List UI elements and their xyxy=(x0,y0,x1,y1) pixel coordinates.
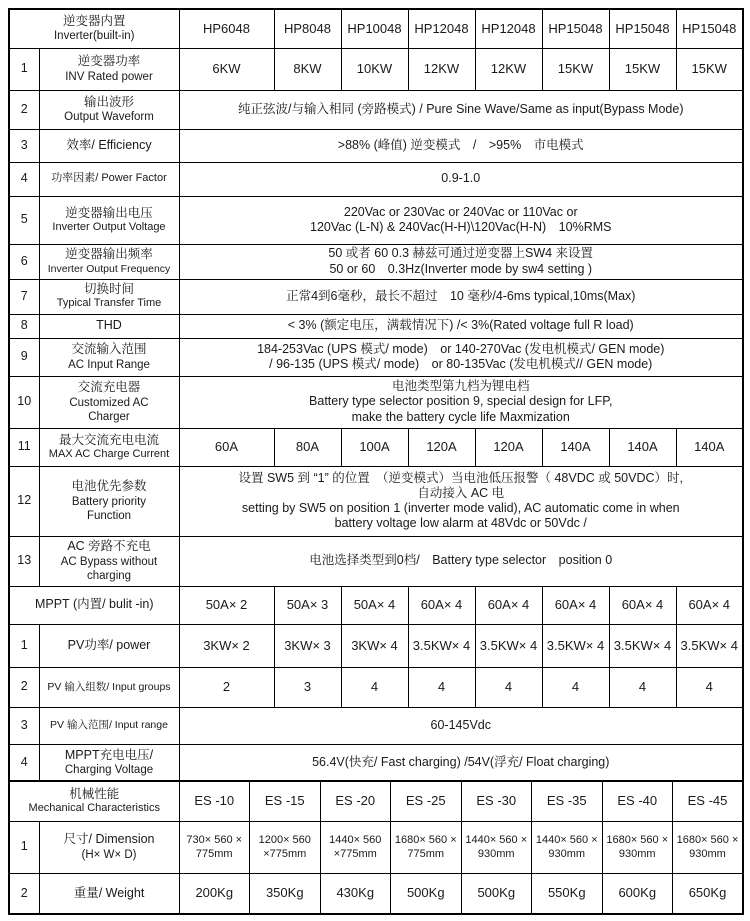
mech-header-cell xyxy=(9,781,179,821)
row-label-cell xyxy=(39,873,179,914)
row-label-cell xyxy=(39,376,179,428)
label-line-en: MAX AC Charge Current xyxy=(48,447,170,460)
row-label-cell xyxy=(39,48,179,90)
table-row xyxy=(9,90,743,129)
row-number-cell: 9 xyxy=(9,338,39,376)
row-label-cell xyxy=(39,338,179,376)
mechanical-spec-table xyxy=(8,780,744,915)
table-row xyxy=(9,667,743,707)
weight-cell: 350Kg xyxy=(250,873,321,914)
mppt-header-cell xyxy=(9,586,179,624)
table-row xyxy=(9,279,743,314)
spec-value-cell: 60A xyxy=(179,428,274,466)
label-line-zh: AC 旁路不充电 xyxy=(67,539,151,554)
table-row xyxy=(9,428,743,466)
pv-value-cell: 3 xyxy=(274,667,341,707)
row-number-cell: 2 xyxy=(9,667,39,707)
es-model-cell: ES -40 xyxy=(602,781,673,821)
label-line-zh: 输出波形 xyxy=(83,94,134,109)
mppt-value-cell: 60A× 4 xyxy=(609,586,676,624)
mppt-value-cell: 60A× 4 xyxy=(408,586,475,624)
dimension-cell: 1680× 560 × 930mm xyxy=(673,821,744,873)
pv-value-cell: 3.5KW× 4 xyxy=(676,624,743,667)
cell-line: Battery type selector position 9, special design for LFP, xyxy=(309,394,613,409)
merged-value-cell xyxy=(179,314,743,338)
table-row xyxy=(9,744,743,781)
model-header-cell: HP15048 xyxy=(676,9,743,48)
header-label-en: Inverter(built-in) xyxy=(53,30,135,43)
mech-header-zh: 机械性能 xyxy=(69,786,120,801)
header-label-zh: 逆变器内置 xyxy=(62,14,126,29)
model-header-cell: HP15048 xyxy=(609,9,676,48)
label-line: PV 输入范围/ Input range xyxy=(50,719,168,732)
row-label-cell xyxy=(39,314,179,338)
label-line-en: Battery priority xyxy=(71,495,147,508)
merged-value-cell xyxy=(179,196,743,244)
table-row xyxy=(9,314,743,338)
label-line-zh: 逆变器输出电压 xyxy=(65,205,153,220)
row-number-cell: 6 xyxy=(9,244,39,279)
row-label-cell xyxy=(39,129,179,162)
table-row xyxy=(9,196,743,244)
table-row xyxy=(9,781,743,821)
pv-value-cell: 3KW× 4 xyxy=(341,624,408,667)
row-number-cell: 5 xyxy=(9,196,39,244)
label-line-en: Charging Voltage xyxy=(64,763,154,776)
dimension-cell: 730× 560 × 775mm xyxy=(179,821,250,873)
mppt-header-label: MPPT (内置/ bulit -in) xyxy=(34,597,154,612)
table-row xyxy=(9,821,743,873)
spec-value-cell: 80A xyxy=(274,428,341,466)
weight-cell: 430Kg xyxy=(320,873,391,914)
model-header-cell: HP8048 xyxy=(274,9,341,48)
label-line-zh: 逆变器输出频率 xyxy=(65,247,153,262)
dimension-cell: 1440× 560 ×775mm xyxy=(320,821,391,873)
row-label-cell xyxy=(39,667,179,707)
pv-value-cell: 3KW× 3 xyxy=(274,624,341,667)
weight-cell: 500Kg xyxy=(391,873,462,914)
label-line-en: Output Waveform xyxy=(64,111,154,124)
pv-value-cell: 4 xyxy=(408,667,475,707)
merged-value-cell xyxy=(179,279,743,314)
dimension-cell: 1680× 560 × 775mm xyxy=(391,821,462,873)
row-number-cell: 4 xyxy=(9,744,39,781)
cell-line: 56.4V(快充/ Fast charging) /54V(浮充/ Float charging) xyxy=(312,754,610,769)
dimension-cell: 1200× 560 ×775mm xyxy=(250,821,321,873)
model-header-cell: HP6048 xyxy=(179,9,274,48)
row-label-cell xyxy=(39,244,179,279)
weight-cell: 500Kg xyxy=(461,873,532,914)
table-row xyxy=(9,586,743,624)
label-line-en: Charger xyxy=(88,410,130,423)
pv-value-cell: 3.5KW× 4 xyxy=(475,624,542,667)
cell-line: 正常4到6毫秒，最长不超过 10 毫秒/4-6ms typical,10ms(Max) xyxy=(286,288,636,303)
pv-value-cell: 3.5KW× 4 xyxy=(408,624,475,667)
label-line: PV功率/ power xyxy=(67,637,151,652)
cell-line: 电池类型第九档为锂电档 xyxy=(391,379,530,394)
weight-cell: 550Kg xyxy=(532,873,603,914)
cell-line: 50 or 60 0.3Hz(Inverter mode by sw4 setting ) xyxy=(329,261,593,276)
weight-cell: 650Kg xyxy=(673,873,744,914)
model-header-cell: HP10048 xyxy=(341,9,408,48)
cell-line: make the battery cycle life Maxmization xyxy=(351,409,570,424)
pv-value-cell: 4 xyxy=(542,667,609,707)
table-row xyxy=(9,466,743,536)
row-label-cell xyxy=(39,466,179,536)
label-line: PV 输入组数/ Input groups xyxy=(47,680,171,693)
label-line-zh: 交流输入范围 xyxy=(71,342,147,357)
es-model-cell: ES -25 xyxy=(391,781,462,821)
mppt-value-cell: 60A× 4 xyxy=(676,586,743,624)
row-label-cell xyxy=(39,821,179,873)
merged-value-cell xyxy=(179,244,743,279)
row-number-cell: 11 xyxy=(9,428,39,466)
spec-value-cell: 10KW xyxy=(341,48,408,90)
row-label-cell xyxy=(39,162,179,196)
row-number-cell: 12 xyxy=(9,466,39,536)
pv-value-cell: 4 xyxy=(609,667,676,707)
table-row xyxy=(9,9,743,48)
row-number-cell: 2 xyxy=(9,873,39,914)
pv-value-cell: 3.5KW× 4 xyxy=(609,624,676,667)
es-model-cell: ES -20 xyxy=(320,781,391,821)
table-row xyxy=(9,162,743,196)
cell-line: 60-145Vdc xyxy=(430,717,491,732)
label-line-zh: 交流充电器 xyxy=(77,380,141,395)
row-number-cell: 10 xyxy=(9,376,39,428)
merged-value-cell xyxy=(179,744,743,781)
label-line-en: Inverter Output Voltage xyxy=(52,220,166,233)
merged-value-cell xyxy=(179,536,743,586)
dimension-cell: 1440× 560 × 930mm xyxy=(461,821,532,873)
pv-value-cell: 4 xyxy=(475,667,542,707)
row-label-cell xyxy=(39,196,179,244)
es-model-cell: ES -10 xyxy=(179,781,250,821)
spec-value-cell: 12KW xyxy=(475,48,542,90)
label-line-zh: 切换时间 xyxy=(83,282,134,297)
spec-value-cell: 15KW xyxy=(676,48,743,90)
label-line-zh: 逆变器功率 xyxy=(77,54,141,69)
spec-value-cell: 140A xyxy=(542,428,609,466)
table-row xyxy=(9,129,743,162)
pv-value-cell: 4 xyxy=(341,667,408,707)
table-row xyxy=(9,873,743,914)
label-line: THD xyxy=(96,318,122,333)
cell-line: 设置 SW5 到 “1” 的位置 （逆变模式）当电池低压报警（ 48VDC 或 50VDC）时, xyxy=(238,470,683,485)
es-model-cell: ES -15 xyxy=(250,781,321,821)
pv-value-cell: 4 xyxy=(676,667,743,707)
label-line-en: INV Rated power xyxy=(65,70,153,83)
es-model-cell: ES -35 xyxy=(532,781,603,821)
cell-line: 184-253Vac (UPS 模式/ mode) or 140-270Vac (发电机模式/ GEN mode) xyxy=(257,341,665,356)
label-line-en: (H× W× D) xyxy=(81,848,137,861)
cell-line: 纯正弦波/与输入相同 (旁路模式) / Pure Sine Wave/Same as input(Bypass Mode) xyxy=(238,101,684,116)
spec-value-cell: 120A xyxy=(475,428,542,466)
mppt-value-cell: 50A× 3 xyxy=(274,586,341,624)
row-number-cell: 1 xyxy=(9,48,39,90)
label-line: 重量/ Weight xyxy=(73,885,145,900)
row-label-cell xyxy=(39,707,179,744)
table-row xyxy=(9,48,743,90)
spec-value-cell: 8KW xyxy=(274,48,341,90)
spec-value-cell: 120A xyxy=(408,428,475,466)
dimension-cell: 1440× 560 × 930mm xyxy=(532,821,603,873)
label-line-zh: 尺寸/ Dimension xyxy=(63,832,155,847)
row-number-cell: 2 xyxy=(9,90,39,129)
label-line-zh: 最大交流充电电流 xyxy=(58,432,159,447)
label-line: 功率因素/ Power Factor xyxy=(51,172,167,185)
table-row xyxy=(9,244,743,279)
merged-value-cell xyxy=(179,376,743,428)
table-row xyxy=(9,376,743,428)
row-number-cell: 7 xyxy=(9,279,39,314)
dimension-cell: 1680× 560 × 930mm xyxy=(602,821,673,873)
es-model-cell: ES -45 xyxy=(673,781,744,821)
cell-line: < 3% (额定电压，满载情况下) /< 3%(Rated voltage full R load) xyxy=(287,318,634,333)
pv-value-cell: 2 xyxy=(179,667,274,707)
model-header-cell: HP12048 xyxy=(408,9,475,48)
cell-line: battery voltage low alarm at 48Vdc or 50Vdc / xyxy=(334,516,587,531)
row-number-cell: 13 xyxy=(9,536,39,586)
es-model-cell: ES -30 xyxy=(461,781,532,821)
label-line-en: charging xyxy=(86,569,132,582)
inverter-spec-table xyxy=(8,8,744,782)
mppt-value-cell: 50A× 4 xyxy=(341,586,408,624)
row-label-cell xyxy=(39,744,179,781)
label-line-zh: MPPT充电电压/ xyxy=(64,747,154,762)
model-header-cell: HP15048 xyxy=(542,9,609,48)
mech-header-en: Mechanical Characteristics xyxy=(28,802,160,815)
label-line-en: AC Input Range xyxy=(68,358,150,371)
label-line-en: Inverter Output Frequency xyxy=(47,262,171,275)
cell-line: 0.9-1.0 xyxy=(441,171,481,186)
row-number-cell: 3 xyxy=(9,129,39,162)
pv-value-cell: 3.5KW× 4 xyxy=(542,624,609,667)
label-line-en: Typical Transfer Time xyxy=(56,297,162,310)
row-number-cell: 1 xyxy=(9,624,39,667)
label-line-en: Customized AC xyxy=(69,396,149,409)
merged-value-cell xyxy=(179,707,743,744)
spec-value-cell: 6KW xyxy=(179,48,274,90)
inverter-header-cell xyxy=(9,9,179,48)
cell-line: 220Vac or 230Vac or 240Vac or 110Vac or xyxy=(343,204,578,219)
cell-line: 电池选择类型到0档/ Battery type selector position 0 xyxy=(309,553,613,568)
table-row xyxy=(9,707,743,744)
row-number-cell: 4 xyxy=(9,162,39,196)
table-row xyxy=(9,536,743,586)
cell-line: >88% (峰值) 逆变模式 / >95% 市电模式 xyxy=(337,137,584,152)
merged-value-cell xyxy=(179,90,743,129)
weight-cell: 600Kg xyxy=(602,873,673,914)
pv-value-cell: 3KW× 2 xyxy=(179,624,274,667)
merged-value-cell xyxy=(179,338,743,376)
cell-line: / 96-135 (UPS 模式/ mode) or 80-135Vac (发电机模式// GEN mode) xyxy=(269,357,653,371)
spec-value-cell: 140A xyxy=(609,428,676,466)
table-row xyxy=(9,624,743,667)
label-line-zh: 电池优先参数 xyxy=(71,479,147,494)
merged-value-cell xyxy=(179,466,743,536)
spec-value-cell: 15KW xyxy=(609,48,676,90)
spec-value-cell: 12KW xyxy=(408,48,475,90)
spec-value-cell: 15KW xyxy=(542,48,609,90)
spec-value-cell: 100A xyxy=(341,428,408,466)
cell-line: 50 或者 60 0.3 赫兹可通过逆变器上SW4 来设置 xyxy=(328,246,594,261)
row-number-cell: 8 xyxy=(9,314,39,338)
row-label-cell xyxy=(39,90,179,129)
label-line: 效率/ Efficiency xyxy=(66,137,152,152)
cell-line: setting by SW5 on position 1 (inverter mode valid), AC automatic come in when xyxy=(241,501,680,515)
row-label-cell xyxy=(39,624,179,667)
label-line-en: Function xyxy=(86,509,132,522)
spec-value-cell: 140A xyxy=(676,428,743,466)
merged-value-cell xyxy=(179,162,743,196)
weight-cell: 200Kg xyxy=(179,873,250,914)
model-header-cell: HP12048 xyxy=(475,9,542,48)
row-number-cell: 1 xyxy=(9,821,39,873)
mppt-value-cell: 50A× 2 xyxy=(179,586,274,624)
row-label-cell xyxy=(39,428,179,466)
cell-line: 120Vac (L-N) & 240Vac(H-H)\120Vac(H-N) 10%RMS xyxy=(310,220,612,234)
row-number-cell: 3 xyxy=(9,707,39,744)
row-label-cell xyxy=(39,279,179,314)
mppt-value-cell: 60A× 4 xyxy=(475,586,542,624)
label-line-en: AC Bypass without xyxy=(60,555,158,568)
merged-value-cell xyxy=(179,129,743,162)
mppt-value-cell: 60A× 4 xyxy=(542,586,609,624)
cell-line: 自动接入 AC 电 xyxy=(417,485,505,500)
table-row xyxy=(9,338,743,376)
row-label-cell xyxy=(39,536,179,586)
